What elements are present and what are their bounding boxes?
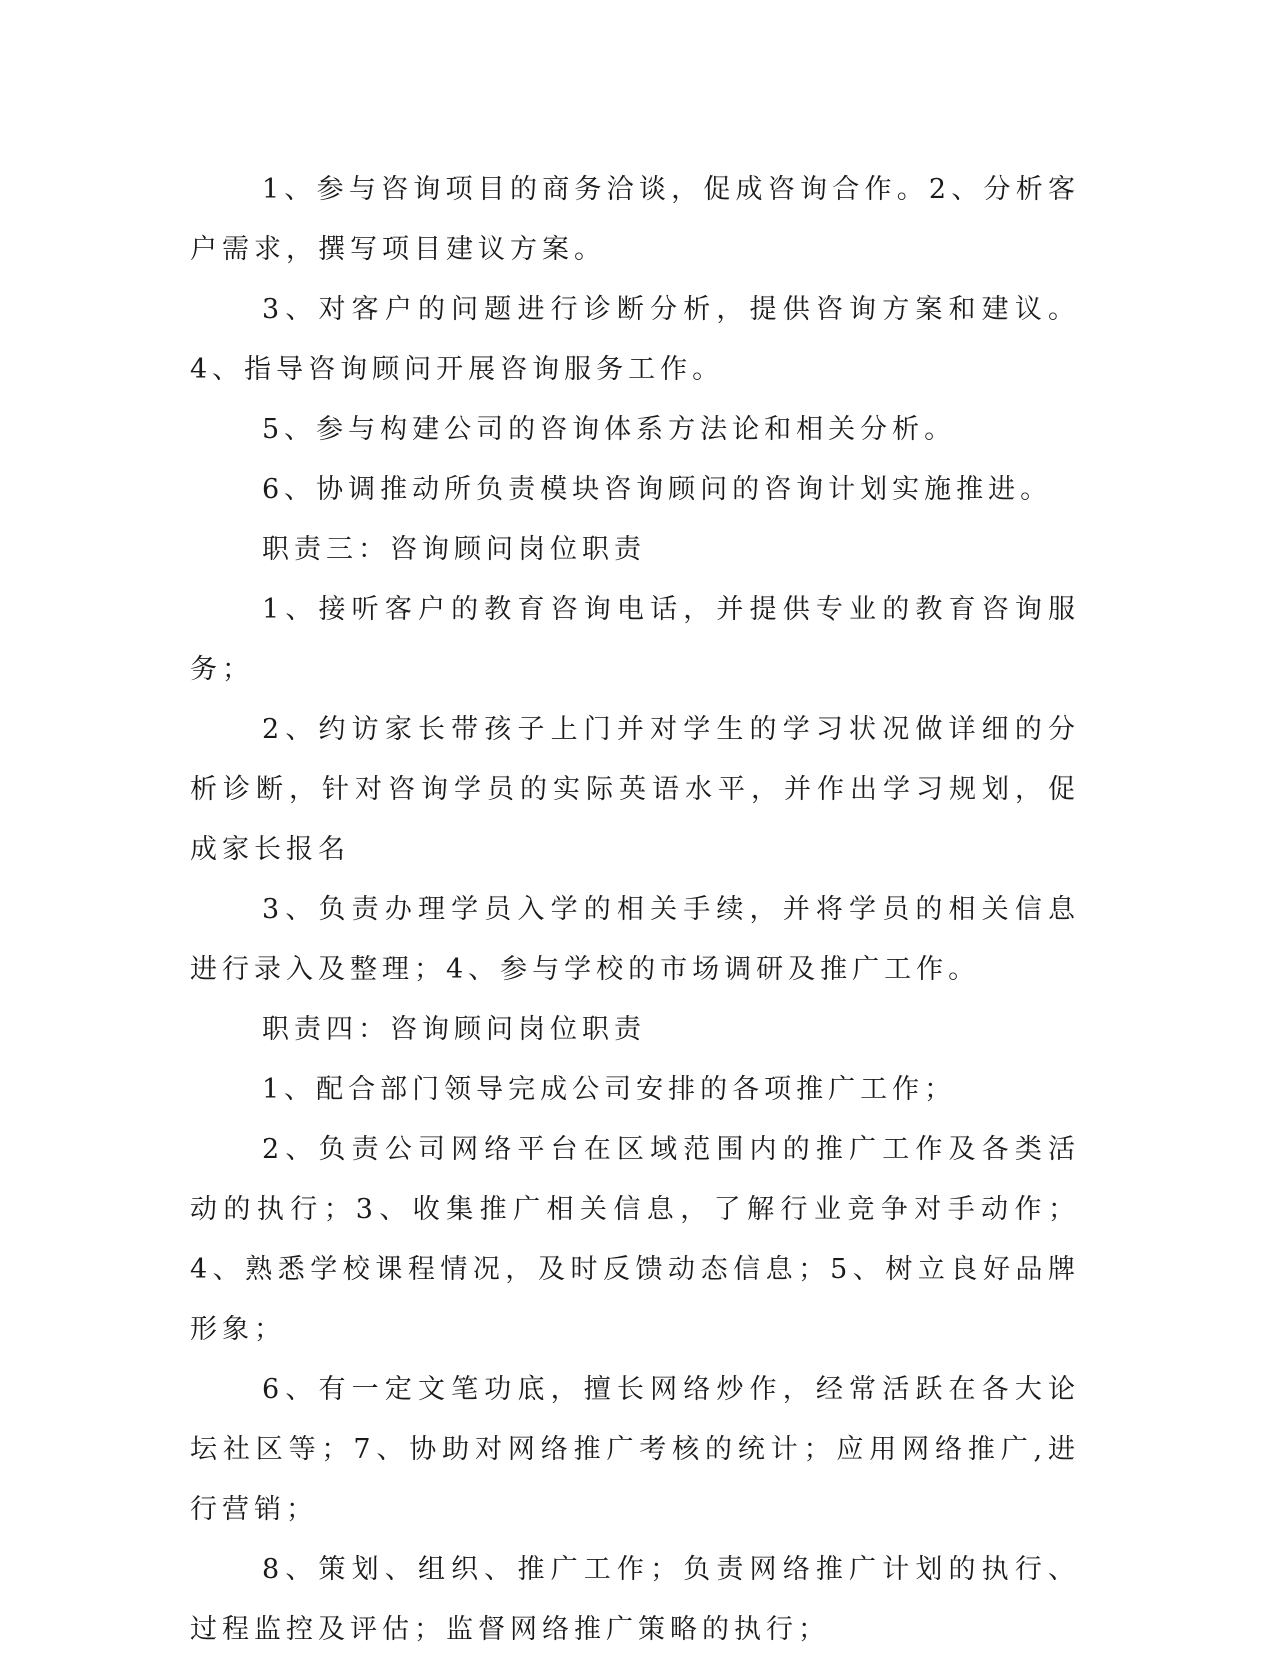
- paragraph-duty-6: 6、协调推动所负责模块咨询顾问的咨询计划实施推进。: [262, 474, 1053, 505]
- paragraph-duty-1-2: 1、参与咨询项目的商务洽谈，促成咨询合作。2、分析客户需求，撰写项目建议方案。: [190, 174, 1080, 265]
- paragraph-s3-item-3-4: 3、负责办理学员入学的相关手续，并将学员的相关信息进行录入及整理；4、参与学校的市场调研及推广工作。: [190, 894, 1080, 985]
- paragraph-s3-item-2: 2、约访家长带孩子上门并对学生的学习状况做详细的分析诊断，针对咨询学员的实际英语水平，并作出学习规划，促成家长报名: [190, 714, 1080, 865]
- paragraph-s4-item-6-7: 6、有一定文笔功底，擅长网络炒作，经常活跃在各大论坛社区等；7、协助对网络推广考核的统计；应用网络推广,进行营销；: [190, 1374, 1080, 1525]
- section-heading-duty-three: 职责三：咨询顾问岗位职责: [262, 534, 646, 565]
- paragraph-s4-item-8: 8、策划、组织、推广工作；负责网络推广计划的执行、过程监控及评估；监督网络推广策略的执行；: [190, 1554, 1080, 1645]
- paragraph-s4-item-2-5: 2、负责公司网络平台在区域范围内的推广工作及各类活动的执行；3、收集推广相关信息，了解行业竞争对手动作；4、熟悉学校课程情况，及时反馈动态信息；5、树立良好品牌形象；: [190, 1134, 1080, 1345]
- paragraph-s3-item-1: 1、接听客户的教育咨询电话，并提供专业的教育咨询服务；: [190, 594, 1080, 685]
- document-body: [190, 160, 1080, 1660]
- paragraph-s4-item-1: 1、配合部门领导完成公司安排的各项推广工作；: [262, 1074, 957, 1105]
- section-heading-duty-four: 职责四：咨询顾问岗位职责: [262, 1014, 646, 1045]
- paragraph-duty-3-4: 3、对客户的问题进行诊断分析，提供咨询方案和建议。4、指导咨询顾问开展咨询服务工作。: [190, 294, 1080, 385]
- paragraph-duty-5: 5、参与构建公司的咨询体系方法论和相关分析。: [262, 414, 957, 445]
